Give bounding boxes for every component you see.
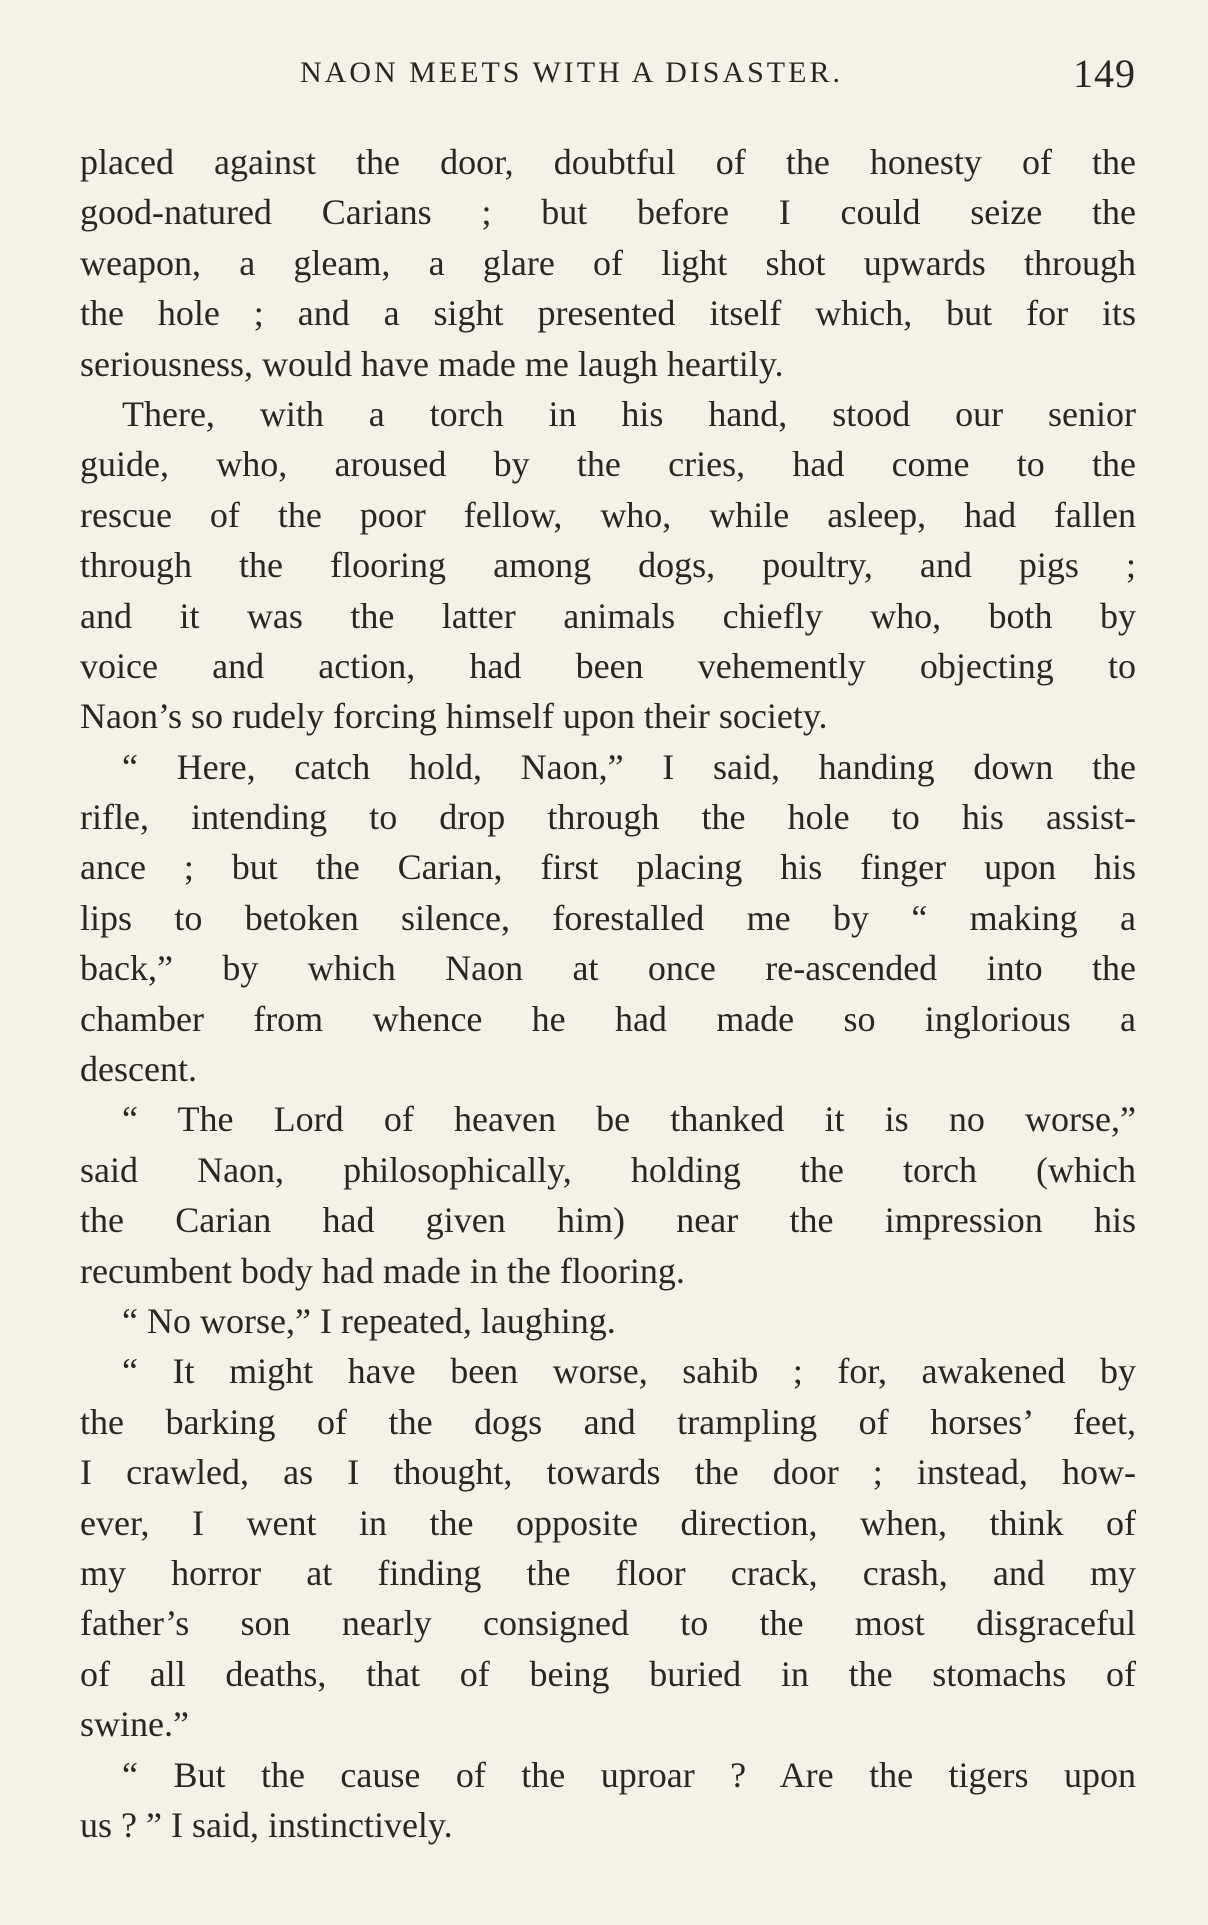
text-line: my horror at finding the floor crack, crash, and my: [80, 1552, 1136, 1593]
text-line: “ No worse,” I repeated, laughing.: [122, 1300, 616, 1341]
text-line: good-natured Carians ; but before I could seize the: [80, 192, 1136, 233]
text-line: I crawled, as I thought, towards the door ; instead, how-: [80, 1452, 1136, 1493]
text-line: through the flooring among dogs, poultry, and pigs ;: [80, 545, 1136, 586]
text-line: the hole ; and a sight presented itself which, but for its: [80, 293, 1136, 334]
text-line: chamber from whence he had made so inglorious a: [80, 998, 1136, 1039]
text-line: “ But the cause of the uproar ? Are the tigers upon: [122, 1754, 1136, 1795]
text-line: of all deaths, that of being buried in the stomachs of: [80, 1653, 1136, 1694]
text-line: voice and action, had been vehemently objecting to: [80, 645, 1136, 686]
text-line: “ Here, catch hold, Naon,” I said, handing down the: [122, 746, 1136, 787]
text-line: descent.: [80, 1049, 197, 1090]
text-line: recumbent body had made in the flooring.: [80, 1250, 685, 1291]
text-line: the barking of the dogs and trampling of horses’ feet,: [80, 1401, 1136, 1442]
text-line: swine.”: [80, 1704, 189, 1745]
body-text: [80, 137, 1136, 1850]
text-line: “ The Lord of heaven be thanked it is no worse,”: [122, 1099, 1136, 1140]
text-line: Naon’s so rudely forcing himself upon their society.: [80, 696, 828, 737]
text-line: seriousness, would have made me laugh heartily.: [80, 343, 784, 384]
text-line: father’s son nearly consigned to the most disgraceful: [80, 1603, 1136, 1644]
running-title: NAON MEETS WITH A DISASTER.: [300, 56, 843, 89]
text-line: placed against the door, doubtful of the honesty of the: [80, 142, 1136, 182]
page-number: 149: [1073, 51, 1136, 96]
text-line: ever, I went in the opposite direction, when, think of: [80, 1502, 1136, 1543]
text-line: back,” by which Naon at once re-ascended into the: [80, 948, 1136, 989]
text-line: ance ; but the Carian, first placing his finger upon his: [80, 847, 1136, 888]
text-line: rescue of the poor fellow, who, while asleep, had fallen: [80, 494, 1136, 535]
running-head: [80, 50, 1136, 100]
text-line: rifle, intending to drop through the hole to his assist-: [80, 797, 1136, 838]
text-line: us ? ” I said, instinctively.: [80, 1804, 453, 1845]
text-line: and it was the latter animals chiefly who, both by: [80, 595, 1136, 636]
text-line: guide, who, aroused by the cries, had come to the: [80, 444, 1136, 485]
text-line: weapon, a gleam, a glare of light shot upwards through: [80, 242, 1136, 283]
text-line: said Naon, philosophically, holding the torch (which: [80, 1149, 1136, 1190]
text-line: There, with a torch in his hand, stood our senior: [122, 393, 1136, 434]
text-line: the Carian had given him) near the impression his: [80, 1200, 1136, 1241]
text-line: “ It might have been worse, sahib ; for, awakened by: [122, 1351, 1136, 1392]
text-line: lips to betoken silence, forestalled me by “ making a: [80, 897, 1136, 938]
